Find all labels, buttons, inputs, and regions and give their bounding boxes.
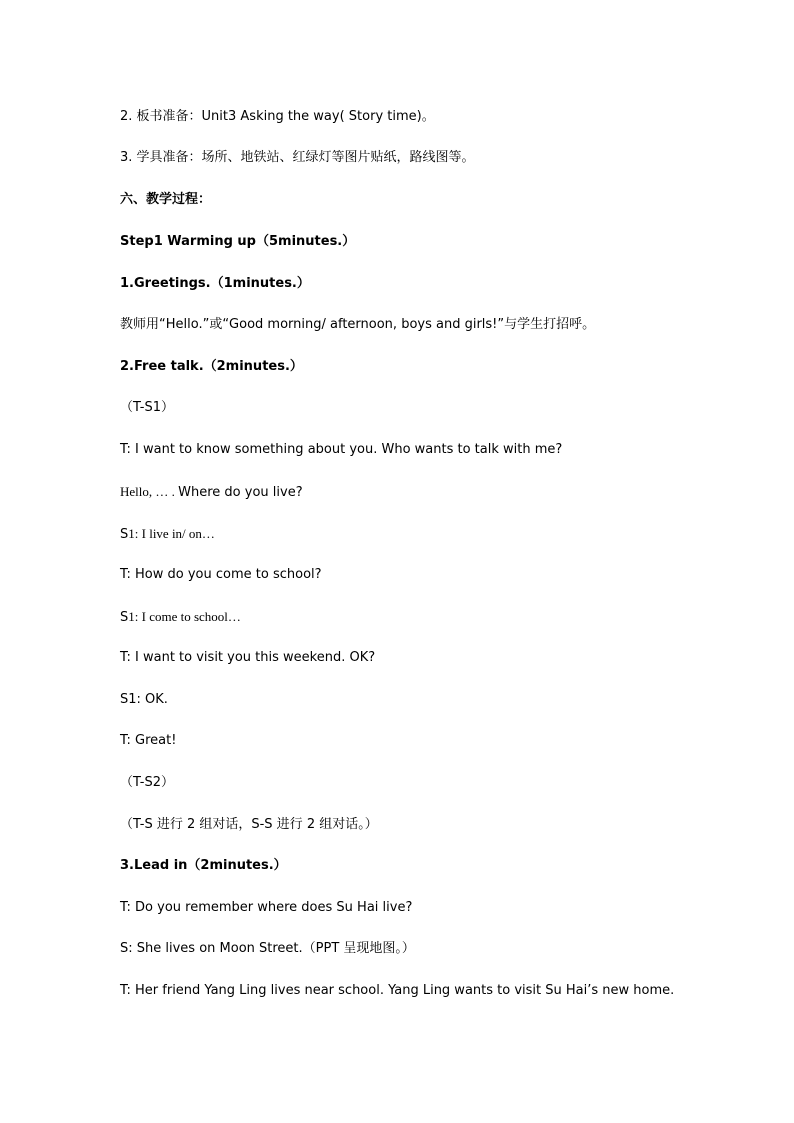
dialogue-text: 1: I come to school… [128,609,241,624]
dialogue-prefix: S [120,527,129,542]
greetings-heading: 1.Greetings.（1minutes.） [120,276,310,291]
step1-heading: Step1 Warming up（5minutes.） [120,234,356,249]
dialogue-text: Where do you live? [178,485,303,500]
dialogue-line: T: Do you remember where does Su Hai live? [120,900,413,915]
dialogue-label-t-s1: （T-S1） [120,400,174,415]
dialogue-line: S: She lives on Moon Street.（PPT 呈现地图。） [120,941,415,956]
dialogue-line: T: Her friend Yang Ling lives near school. Yang Ling wants to visit Su Hai’s new home. [120,983,675,998]
prep-materials-line: 3. 学具准备：场所、地铁站、红绿灯等图片贴纸，路线图等。 [120,150,475,165]
section-heading-teaching-process: 六、教学过程： [120,192,212,207]
dialogue-line [120,484,303,501]
dialogue-label-t-s2: （T-S2） [120,775,174,790]
free-talk-heading: 2.Free talk.（2minutes.） [120,359,303,374]
dialogue-line: S1: OK. [120,692,168,707]
dialogue-note: （T-S 进行 2 组对话，S-S 进行 2 组对话。） [120,817,378,832]
dialogue-line: T: Great! [120,733,177,748]
dialogue-line: T: How do you come to school? [120,567,322,582]
dialogue-line: T: I want to know something about you. Who wants to talk with me? [120,442,563,457]
dialogue-line [120,609,241,626]
dialogue-line [120,526,215,543]
dialogue-prefix: Hello, … . [120,484,179,499]
dialogue-text: 1: I live in/ on… [128,526,215,541]
greetings-text: 教师用“Hello.”或“Good morning/ afternoon, boys and girls!”与学生打招呼。 [120,317,596,332]
dialogue-line: T: I want to visit you this weekend. OK? [120,650,376,665]
dialogue-prefix: S [120,610,129,625]
prep-board-line: 2. 板书准备：Unit3 Asking the way( Story time)。 [120,109,435,124]
lead-in-heading: 3.Lead in（2minutes.） [120,858,287,873]
